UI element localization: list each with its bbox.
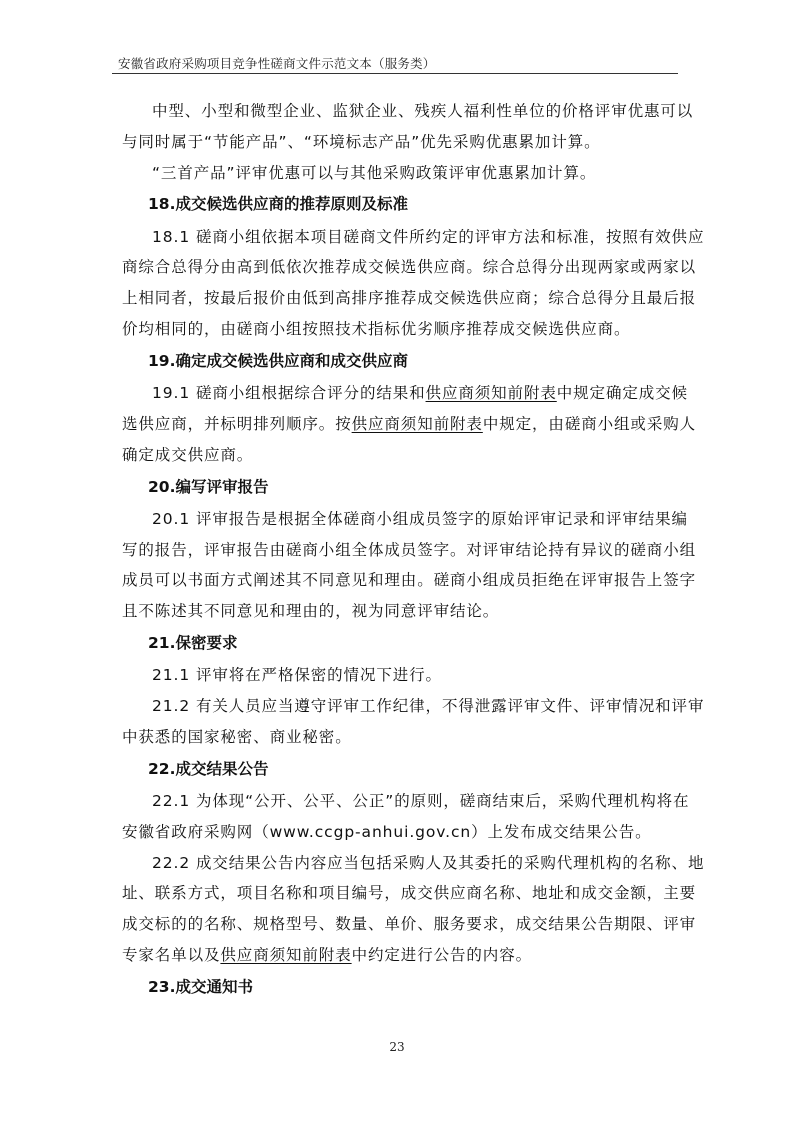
text-line: 与同时属于“节能产品”、“环境标志产品”优先采购优惠累加计算。 <box>122 132 601 151</box>
text-line: 22.2 成交结果公告内容应当包括采购人及其委托的采购代理机构的名称、地 <box>152 853 705 872</box>
text-line: 21.1 评审将在严格保密的情况下进行。 <box>152 666 442 685</box>
text-line: 22.1 为体现“公开、公平、公正”的原则，磋商结束后，采购代理机构将在 <box>152 792 690 811</box>
intro-paragraph <box>122 158 682 189</box>
text-line: 且不陈述其不同意见和理由的，视为同意评审结论。 <box>122 602 500 621</box>
reference-link[interactable]: 供应商须知前附表 <box>220 946 352 965</box>
text-line: 写的报告，评审报告由磋商小组全体成员签字。对评审结论持有异议的磋商小组 <box>122 540 697 559</box>
paragraph-20-1 <box>122 504 697 627</box>
paragraph-19-1 <box>122 378 697 470</box>
text-line: 确定成交供应商。 <box>122 445 254 464</box>
text-line: 18.1 磋商小组依据本项目磋商文件所约定的评审方法和标准，按照有效供应 <box>152 227 705 246</box>
text-line <box>122 940 682 971</box>
paragraph-18-1 <box>122 222 705 345</box>
section-heading-20: 20.编写评审报告 <box>148 477 269 496</box>
section-heading-18: 18.成交候选供应商的推荐原则及标准 <box>148 195 408 214</box>
text-run: 中规定确定成交候 <box>556 384 688 403</box>
text-line: 中型、小型和微型企业、监狱企业、残疾人福利性单位的价格评审优惠可以 <box>152 102 694 120</box>
section-heading-19: 19.确定成交候选供应商和成交供应商 <box>148 351 408 370</box>
text-run: 专家名单以及 <box>122 946 221 965</box>
paragraph-22-2 <box>122 848 705 971</box>
paragraph-22-1 <box>122 786 690 848</box>
reference-link[interactable]: 供应商须知前附表 <box>425 384 557 403</box>
section-heading-21: 21.保密要求 <box>148 634 238 653</box>
text-run: 19.1 磋商小组根据综合评分的结果和 <box>152 384 426 403</box>
text-line: 上相同者，按最后报价由低到高排序推荐成交候选供应商；综合总得分且最后报 <box>122 289 697 308</box>
paragraph-21-2 <box>122 691 705 753</box>
page-number: 23 <box>389 1040 405 1054</box>
text-line: 价均相同的，由磋商小组按照技术指标优劣顺序推荐成交候选供应商。 <box>122 320 631 339</box>
intro-paragraph <box>122 96 694 158</box>
text-line: 商综合总得分由高到低依次推荐成交候选供应商。综合总得分出现两家或两家以 <box>122 258 697 277</box>
text-line: 中获悉的国家秘密、商业秘密。 <box>122 727 352 746</box>
text-line: 21.2 有关人员应当遵守评审工作纪律，不得泄露评审文件、评审情况和评审 <box>152 697 705 716</box>
paragraph-21-1 <box>122 660 682 691</box>
text-line <box>122 409 697 440</box>
section-heading-23: 23.成交通知书 <box>148 977 253 996</box>
document-body <box>122 96 705 1004</box>
section-heading-22: 22.成交结果公告 <box>148 759 269 778</box>
text-run: 选供应商，并标明排列顺序。按 <box>122 414 352 433</box>
text-line <box>122 378 688 409</box>
header-rule <box>112 73 678 74</box>
running-header: 安徽省政府采购项目竞争性磋商文件示范文本（服务类） <box>118 56 436 71</box>
text-line: 20.1 评审报告是根据全体磋商小组成员签字的原始评审记录和评审结果编 <box>152 509 688 528</box>
text-line: 安徽省政府采购网（www.ccgp-anhui.gov.cn）上发布成交结果公告。 <box>122 822 652 841</box>
text-run: 中规定，由磋商小组或采购人 <box>482 414 697 433</box>
text-line: 址、联系方式，项目名称和项目编号，成交供应商名称、地址和成交金额，主要 <box>122 884 697 903</box>
text-line: 成员可以书面方式阐述其不同意见和理由。磋商小组成员拒绝在评审报告上签字 <box>122 571 697 590</box>
text-line: “三首产品”评审优惠可以与其他采购政策评审优惠累加计算。 <box>152 163 597 182</box>
text-run: 中约定进行公告的内容。 <box>351 946 533 965</box>
reference-link[interactable]: 供应商须知前附表 <box>351 414 483 433</box>
text-line: 成交标的的名称、规格型号、数量、单价、服务要求，成交结果公告期限、评审 <box>122 915 697 934</box>
